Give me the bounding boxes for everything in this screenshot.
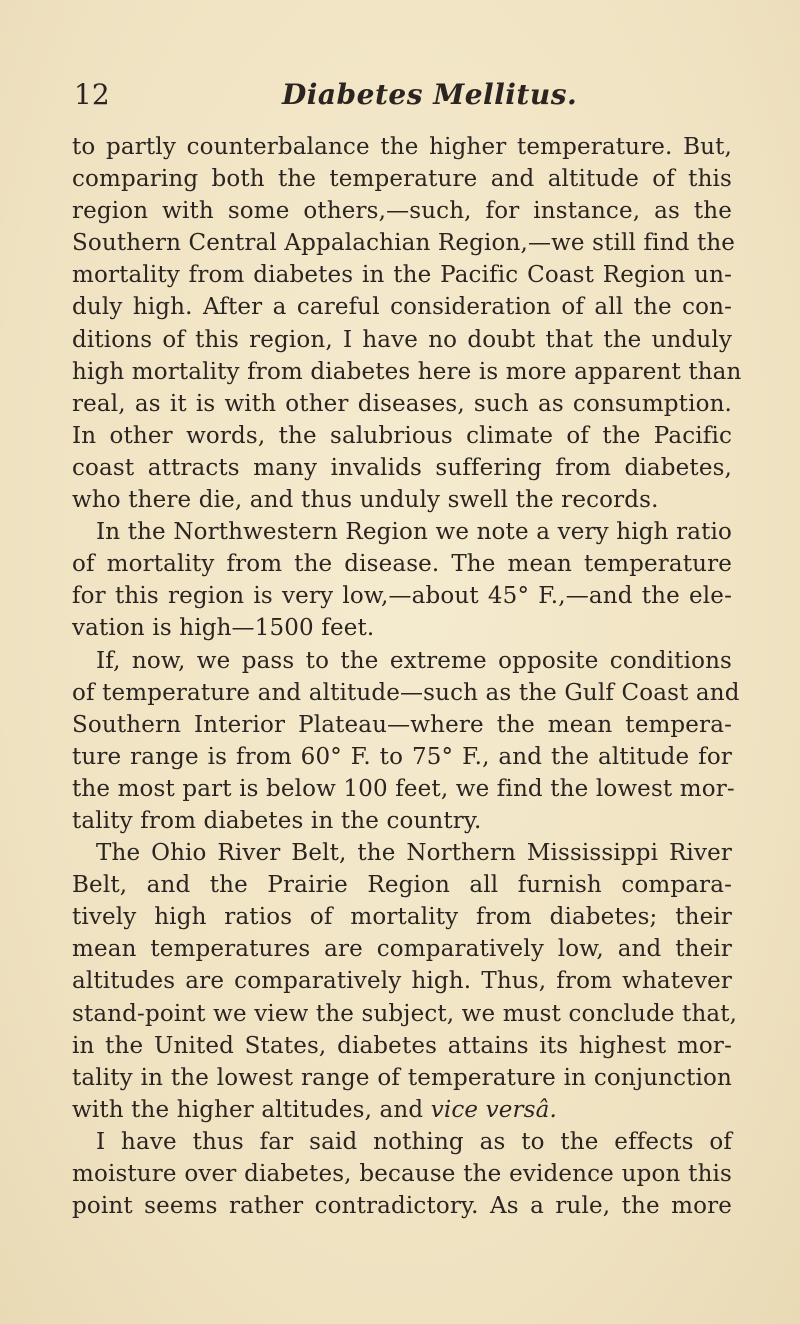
text-line: I have thus far said nothing as to the effects of: [96, 1128, 732, 1155]
text-line: ture range is from 60° F. to 75° F., and the altitude for: [72, 743, 732, 770]
text-line: of mortality from the disease. The mean temperature: [72, 551, 732, 578]
text-line: Belt, and the Prairie Region all furnish compara-: [72, 872, 732, 899]
text-line-start: with the higher altitudes, and: [72, 1096, 431, 1123]
running-title: Diabetes Mellitus.: [282, 78, 578, 111]
page-number: 12: [74, 78, 110, 111]
text-line: mean temperatures are comparatively low, and their: [72, 936, 732, 963]
text-line: high mortality from diabetes here is more apparent than: [72, 358, 742, 385]
text-line: The Ohio River Belt, the Northern Mississippi River: [96, 840, 732, 867]
text-line: coast attracts many invalids suffering from diabetes,: [72, 454, 732, 481]
text-line: In the Northwestern Region we note a very high ratio: [96, 519, 732, 546]
text-line: of temperature and altitude—such as the Gulf Coast and: [72, 679, 740, 706]
text-line: in the United States, diabetes attains its highest mor-: [72, 1032, 732, 1059]
text-line: [72, 1094, 732, 1126]
text-line: ditions of this region, I have no doubt that the unduly: [72, 326, 732, 353]
italic-phrase: vice versâ.: [430, 1096, 557, 1123]
text-line: comparing both the temperature and altitude of this: [72, 166, 732, 193]
text-line: point seems rather contradictory. As a rule, the more: [72, 1193, 732, 1220]
text-line: Southern Interior Plateau—where the mean tempera-: [72, 711, 732, 738]
text-line: moisture over diabetes, because the evidence upon this: [72, 1161, 732, 1187]
text-line: mortality from diabetes in the Pacific Coast Region un-: [72, 262, 732, 289]
text-line: tality from diabetes in the country.: [72, 807, 482, 834]
text-line: vation is high—1500 feet.: [72, 615, 375, 642]
text-line: tality in the lowest range of temperature in conjunction: [72, 1064, 732, 1091]
text-line: for this region is very low,—about 45° F.,—and the ele-: [72, 583, 732, 610]
text-line: In other words, the salubrious climate of the Pacific: [72, 422, 732, 449]
text-line: altitudes are comparatively high. Thus, from whatever: [72, 968, 732, 995]
text-line: real, as it is with other diseases, such as consumption.: [72, 390, 732, 417]
page-header: [74, 78, 734, 112]
text-line: who there die, and thus unduly swell the records.: [72, 487, 659, 514]
text-line: tively high ratios of mortality from diabetes; their: [72, 904, 732, 931]
text-line: to partly counterbalance the higher temperature. But,: [72, 134, 732, 160]
text-line: region with some others,—such, for instance, as the: [72, 198, 732, 225]
text-line: Southern Central Appalachian Region,—we still find the: [72, 230, 736, 257]
text-line: If, now, we pass to the extreme opposite conditions: [96, 647, 732, 674]
text-line: the most part is below 100 feet, we find the lowest mor-: [72, 775, 735, 802]
body-text: [72, 131, 742, 1222]
text-line: duly high. After a careful consideration of all the con-: [72, 294, 732, 321]
text-line: stand-point we view the subject, we must conclude that,: [72, 1000, 738, 1027]
